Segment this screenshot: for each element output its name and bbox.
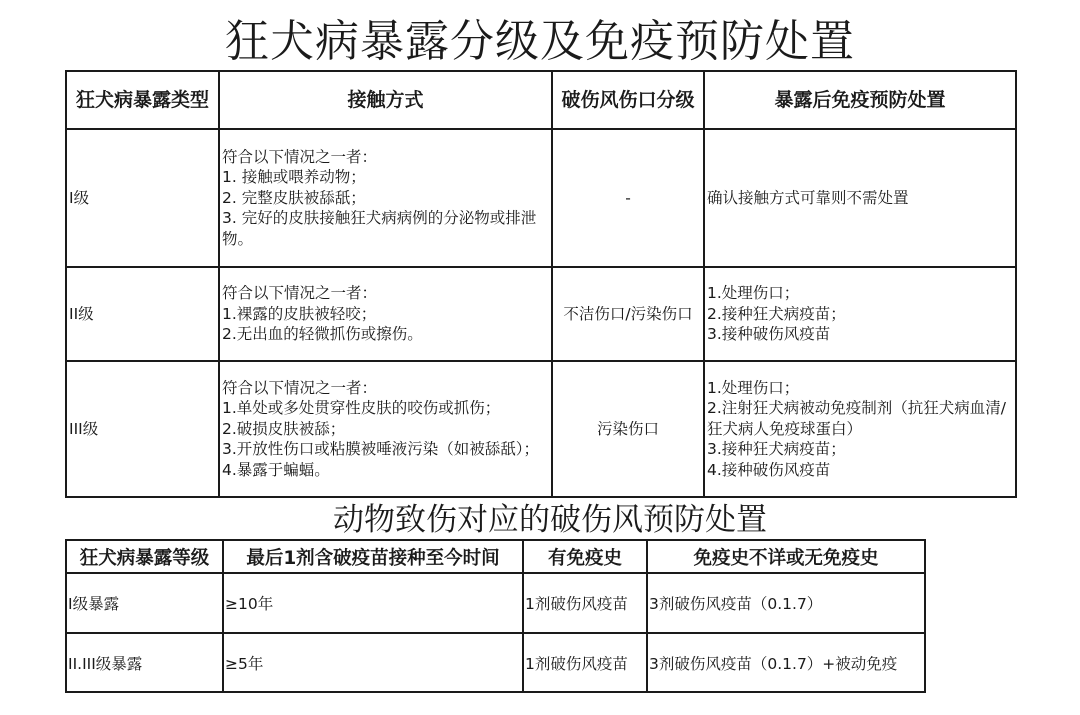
main-title: 狂犬病暴露分级及免疫预防处置 bbox=[225, 16, 855, 67]
unknown-immune-history-cell: 3剂破伤风疫苗（0.1.7） bbox=[647, 573, 925, 633]
header-exposure-level: 狂犬病暴露等级 bbox=[66, 540, 223, 573]
exposure-level: II.III级暴露 bbox=[66, 633, 223, 692]
wound-grade-cell: - bbox=[552, 129, 704, 267]
treatment-line: 2.注射狂犬病被动免疫制剂（抗狂犬病血清/狂犬病人免疫球蛋白） bbox=[707, 399, 1007, 438]
header-post-exposure-treatment: 暴露后免疫预防处置 bbox=[704, 71, 1016, 129]
exposure-level: III级 bbox=[66, 361, 219, 497]
contact-line: 符合以下情况之一者： bbox=[222, 284, 378, 303]
treatment-line: 1.处理伤口； bbox=[707, 378, 800, 397]
table-row bbox=[66, 573, 925, 633]
last-dose-time: ≥5年 bbox=[223, 633, 523, 692]
treatment-line: 2.接种狂犬病疫苗； bbox=[707, 304, 846, 323]
treatment-cell bbox=[704, 129, 1016, 267]
with-immune-history-cell: 1剂破伤风疫苗 bbox=[523, 573, 647, 633]
treatment-line: 确认接触方式可靠则不需处置 bbox=[707, 188, 909, 207]
header-wound-grade: 破伤风伤口分级 bbox=[552, 71, 704, 129]
contact-line: 符合以下情况之一者： bbox=[222, 378, 378, 397]
table-row bbox=[66, 129, 1016, 267]
table-row bbox=[66, 361, 1016, 497]
contact-line: 1.裸露的皮肤被轻咬； bbox=[222, 304, 377, 323]
contact-method-cell bbox=[219, 267, 552, 361]
contact-line: 3. 完好的皮肤接触狂犬病病例的分泌物或排泄物。 bbox=[222, 209, 537, 248]
last-dose-time: ≥10年 bbox=[223, 573, 523, 633]
table-header-row bbox=[66, 540, 925, 573]
wound-grade-cell: 不洁伤口/污染伤口 bbox=[552, 267, 704, 361]
treatment-line: 1.处理伤口； bbox=[707, 284, 800, 303]
header-last-dose-time: 最后1剂含破疫苗接种至今时间 bbox=[223, 540, 523, 573]
table-row bbox=[66, 267, 1016, 361]
contact-line: 2.无出血的轻微抓伤或擦伤。 bbox=[222, 325, 423, 344]
header-unknown-immune-history: 免疫史不详或无免疫史 bbox=[647, 540, 925, 573]
contact-line: 2. 完整皮肤被舔舐； bbox=[222, 188, 366, 207]
with-immune-history-cell: 1剂破伤风疫苗 bbox=[523, 633, 647, 692]
unknown-immune-history-cell: 3剂破伤风疫苗（0.1.7）+被动免疫 bbox=[647, 633, 925, 692]
subtitle: 动物致伤对应的破伤风预防处置 bbox=[333, 502, 767, 538]
treatment-line: 3.接种狂犬病疫苗； bbox=[707, 440, 846, 459]
exposure-level: I级暴露 bbox=[66, 573, 223, 633]
contact-method-cell bbox=[219, 129, 552, 267]
contact-line: 1. 接触或喂养动物； bbox=[222, 168, 366, 187]
header-contact-method: 接触方式 bbox=[219, 71, 552, 129]
contact-line: 2.破损皮肤被舔； bbox=[222, 419, 346, 438]
wound-grade-cell: 污染伤口 bbox=[552, 361, 704, 497]
header-exposure-type: 狂犬病暴露类型 bbox=[66, 71, 219, 129]
exposure-level: II级 bbox=[66, 267, 219, 361]
treatment-line: 4.接种破伤风疫苗 bbox=[707, 460, 831, 479]
treatment-cell bbox=[704, 267, 1016, 361]
exposure-level: I级 bbox=[66, 129, 219, 267]
table-row bbox=[66, 633, 925, 692]
treatment-line: 3.接种破伤风疫苗 bbox=[707, 325, 831, 344]
table-header-row bbox=[66, 71, 1016, 129]
treatment-cell bbox=[704, 361, 1016, 497]
contact-method-cell bbox=[219, 361, 552, 497]
contact-line: 1.单处或多处贯穿性皮肤的咬伤或抓伤； bbox=[222, 399, 501, 418]
contact-line: 3.开放性伤口或粘膜被唾液污染（如被舔舐）；4.暴露于蝙蝠。 bbox=[222, 440, 540, 479]
header-with-immune-history: 有免疫史 bbox=[523, 540, 647, 573]
tetanus-prevention-table bbox=[65, 539, 926, 693]
contact-line: 符合以下情况之一者： bbox=[222, 147, 378, 166]
exposure-grading-table bbox=[65, 70, 1017, 498]
